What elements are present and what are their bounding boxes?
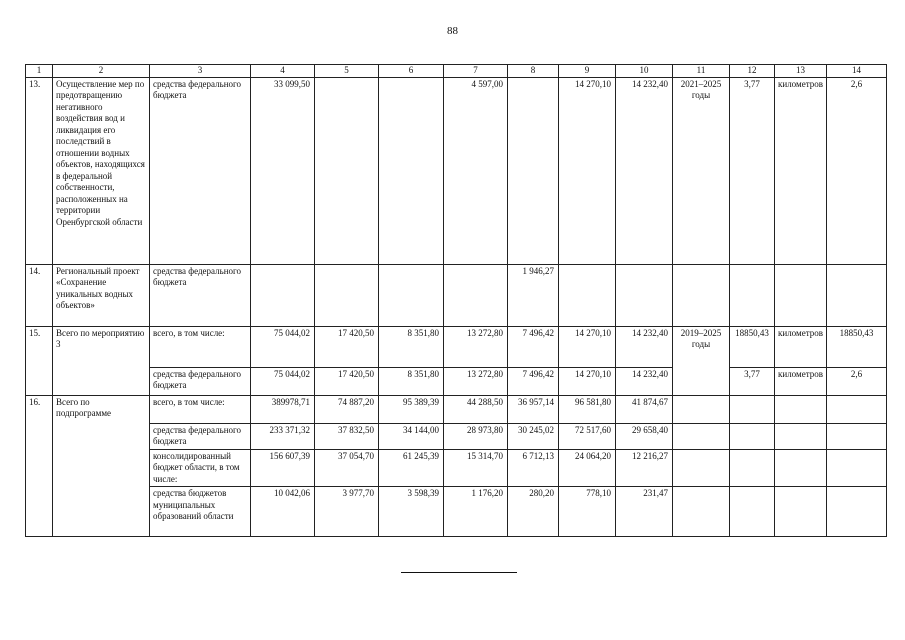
cell-value: 778,10 bbox=[559, 487, 616, 537]
funding-source: средства бюджетов муниципальных образований области bbox=[150, 487, 251, 537]
indicator-value: 18850,43 bbox=[827, 326, 887, 367]
column-header: 6 bbox=[379, 65, 444, 78]
period-cell: 2019–2025 годы bbox=[673, 326, 730, 395]
cell-value: 61 245,39 bbox=[379, 449, 444, 487]
column-header: 11 bbox=[673, 65, 730, 78]
cell-value: 1 176,20 bbox=[444, 487, 508, 537]
cell-value: 10 042,06 bbox=[251, 487, 315, 537]
cell-value: 13 272,80 bbox=[444, 326, 508, 367]
cell-value: 280,20 bbox=[508, 487, 559, 537]
column-header: 12 bbox=[730, 65, 775, 78]
row-number: 16. bbox=[26, 395, 53, 537]
cell-value: 34 144,00 bbox=[379, 423, 444, 449]
funding-source: консолидированный бюджет области, в том числе: bbox=[150, 449, 251, 487]
column-header: 9 bbox=[559, 65, 616, 78]
measure-name: Осуществление мер по предотвращению негативного воздействия вод и ликвидация его последствий в отношении водных объектов, находящихся в федеральной собственности, расположенных на территории Оренбургской области bbox=[53, 77, 150, 264]
cell-value: 14 232,40 bbox=[616, 367, 673, 395]
column-header: 14 bbox=[827, 65, 887, 78]
unit-cell: километров bbox=[775, 326, 827, 367]
cell-value: 3 598,39 bbox=[379, 487, 444, 537]
cell-value: 28 973,80 bbox=[444, 423, 508, 449]
cell-value: 72 517,60 bbox=[559, 423, 616, 449]
table-row bbox=[26, 264, 887, 326]
table-row bbox=[26, 395, 887, 423]
table-row bbox=[26, 449, 887, 487]
funding-source: средства федерального бюджета bbox=[150, 264, 251, 326]
row-number: 14. bbox=[26, 264, 53, 326]
cell-value: 30 245,02 bbox=[508, 423, 559, 449]
column-header: 5 bbox=[315, 65, 379, 78]
cell-value: 1 946,27 bbox=[508, 264, 559, 326]
unit-cell: километров bbox=[775, 367, 827, 395]
table-row bbox=[26, 326, 887, 367]
cell-value: 231,47 bbox=[616, 487, 673, 537]
funding-source: средства федерального бюджета bbox=[150, 367, 251, 395]
cell-value: 33 099,50 bbox=[251, 77, 315, 264]
cell-value: 41 874,67 bbox=[616, 395, 673, 423]
cell-value: 24 064,20 bbox=[559, 449, 616, 487]
cell-value: 14 270,10 bbox=[559, 367, 616, 395]
cell-value: 14 270,10 bbox=[559, 326, 616, 367]
column-header: 1 bbox=[26, 65, 53, 78]
cell-value: 3 977,70 bbox=[315, 487, 379, 537]
cell-value: 4 597,00 bbox=[444, 77, 508, 264]
period-cell: 2021–2025 годы bbox=[673, 77, 730, 264]
cell-value: 75 044,02 bbox=[251, 367, 315, 395]
cell-value bbox=[379, 77, 444, 264]
cell-value: 14 270,10 bbox=[559, 77, 616, 264]
row-number: 13. bbox=[26, 77, 53, 264]
cell-value: 37 054,70 bbox=[315, 449, 379, 487]
footnote-divider bbox=[401, 572, 517, 573]
cell-value: 14 232,40 bbox=[616, 77, 673, 264]
table-row bbox=[26, 487, 887, 537]
page-number: 88 bbox=[447, 25, 458, 37]
cell-value bbox=[315, 77, 379, 264]
measure-name: Региональный проект «Сохранение уникальных водных объектов» bbox=[53, 264, 150, 326]
budget-table bbox=[25, 64, 887, 537]
column-header: 13 bbox=[775, 65, 827, 78]
cell-value: 29 658,40 bbox=[616, 423, 673, 449]
cell-value: 233 371,32 bbox=[251, 423, 315, 449]
indicator-value: 18850,43 bbox=[730, 326, 775, 367]
unit-cell: километров bbox=[775, 77, 827, 264]
table-row bbox=[26, 367, 887, 395]
cell-value: 156 607,39 bbox=[251, 449, 315, 487]
row-number: 15. bbox=[26, 326, 53, 395]
cell-value: 96 581,80 bbox=[559, 395, 616, 423]
cell-value: 7 496,42 bbox=[508, 326, 559, 367]
cell-value: 389978,71 bbox=[251, 395, 315, 423]
cell-value: 7 496,42 bbox=[508, 367, 559, 395]
table-header-row bbox=[26, 65, 887, 78]
table-row bbox=[26, 77, 887, 264]
cell-value: 44 288,50 bbox=[444, 395, 508, 423]
column-header: 7 bbox=[444, 65, 508, 78]
indicator-value: 3,77 bbox=[730, 367, 775, 395]
indicator-value: 2,6 bbox=[827, 77, 887, 264]
cell-value: 14 232,40 bbox=[616, 326, 673, 367]
table-row bbox=[26, 423, 887, 449]
cell-value: 36 957,14 bbox=[508, 395, 559, 423]
measure-name: Всего по мероприятию 3 bbox=[53, 326, 150, 395]
cell-value: 75 044,02 bbox=[251, 326, 315, 367]
funding-source: средства федерального бюджета bbox=[150, 423, 251, 449]
indicator-value: 3,77 bbox=[730, 77, 775, 264]
column-header: 3 bbox=[150, 65, 251, 78]
cell-value: 8 351,80 bbox=[379, 367, 444, 395]
indicator-value: 2,6 bbox=[827, 367, 887, 395]
column-header: 2 bbox=[53, 65, 150, 78]
funding-source: всего, в том числе: bbox=[150, 326, 251, 367]
cell-value: 8 351,80 bbox=[379, 326, 444, 367]
funding-source: всего, в том числе: bbox=[150, 395, 251, 423]
cell-value: 37 832,50 bbox=[315, 423, 379, 449]
column-header: 4 bbox=[251, 65, 315, 78]
column-header: 8 bbox=[508, 65, 559, 78]
cell-value: 17 420,50 bbox=[315, 367, 379, 395]
measure-name: Всего по подпрограмме bbox=[53, 395, 150, 537]
cell-value: 74 887,20 bbox=[315, 395, 379, 423]
cell-value: 6 712,13 bbox=[508, 449, 559, 487]
cell-value bbox=[508, 77, 559, 264]
column-header: 10 bbox=[616, 65, 673, 78]
funding-source: средства федерального бюджета bbox=[150, 77, 251, 264]
cell-value: 95 389,39 bbox=[379, 395, 444, 423]
cell-value: 13 272,80 bbox=[444, 367, 508, 395]
cell-value: 17 420,50 bbox=[315, 326, 379, 367]
cell-value: 12 216,27 bbox=[616, 449, 673, 487]
cell-value: 15 314,70 bbox=[444, 449, 508, 487]
